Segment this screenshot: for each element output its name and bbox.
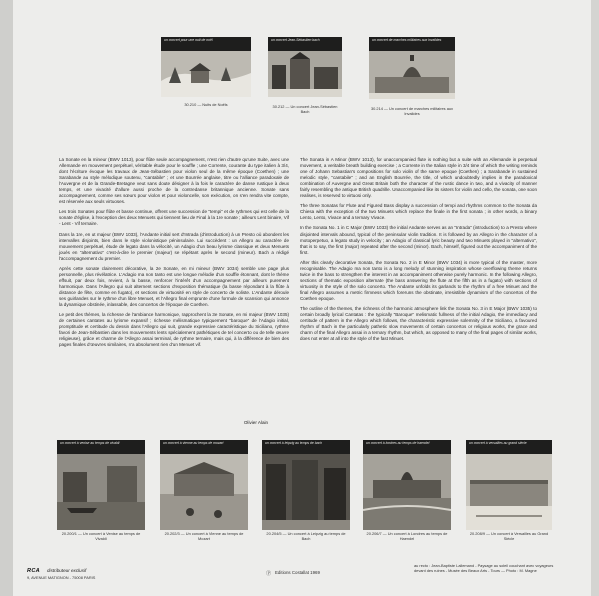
album-cover-londres [363,440,451,548]
album-cover-marches-militaires [369,37,455,129]
album-cover-bach [268,37,342,123]
album-cover-versailles [466,440,552,548]
cover-title: un concert à vienne au temps de mozart [160,440,248,454]
cover-caption: 20.204/5 — Un concert à Leipzig au temps de Bach [266,532,346,541]
english-paragraph: The Sonata in A Minor (BWV 1013), for unaccompanied flute is nothing but a suite with an Allemande in perpetual movement, a veritable breath building exercise ; a Corrente in the Italian style in 3/4 time of which the writing reminds one of Johann Sebastian's compositions for solo violin of the same epoque (Coethen) ; a Sarabande in sustained melodic style, "cantabile" ; and an English Bourrée, the title, of which undoubtedly implies in the paradoxical combination of Auvergne and Great Britain both the character of the rustic dance in two, and a vivacity of manner fairly resembling the antique British quadrille. Unaccompanied like its sisters for violin and cello, the sonata, one soon realises, is reserved to virtuosi only. [300,157,537,199]
cover-title: un concert à leipzig au temps de bach [262,440,350,454]
right-margin-strip [591,0,599,596]
cover-art [466,440,552,530]
cover-art-credit: au recto : Jean-Baptiste Lallemand - Paysage au soleil couchant avec voyageurs devant des ruines - Musée des Beaux Arts - Tours — Photo : M. Magne [414,563,554,573]
vienna-scene-image [160,454,248,530]
english-paragraph: In the Sonata No. 1 in C Major (BWV 1033) the initial Andante serves as an "Intrada" (introduction) to a Presto where disjointed intervals abound, typical of the peninsular violin tradition. It is followed by an Allegro in the character of a motoperpetuo, a legato study in velocity ; an Adagio of classical lyric beauty and two Minuets played in "alternativo", that is to say, the first (major) repeated after the second (minor). Bach, himself, figured out the accompaniment of the first. [300,225,537,255]
cover-caption: 20.202/3 — Un concert à Vienne au temps de Mozart [164,532,244,541]
cover-caption: 30.210 — Nuits de Noëls [184,103,228,107]
english-paragraph: After this clearly decorative Sonata, the Sonata No. 2 in E Minor (BWV 1034) is more typical of the master, more recognisable. The Adagio ma non tanto is a long melody of stunning inspiration whose overflowing theme returns twice in the bass to strengthen the interest in an accompaniment otherwise purely harmonic. In the following Allegro, sections of thematic exposition alternate (the bass answering the flute at the fifth as in a fugato) with sections of virtuosity in the style of the solo concerto. The Andante unfolds its garlands to the rhythm of a free Minuet and the final Allegro assumes a metric firmness which foreruns the obstinate, irresistible dynamism of the concertos of the Coethen epoque. [300,259,537,301]
french-paragraph: Après cette sonate clairement décorative, la 2e Sonate, en mi mineur (BWV 1034) semble une page plus personnelle, plus révélatrice. L'Adagio ma non tanto est une longue mélodie d'un souffle étonnant, dont le thème effsuit, par deux fois, revient, à la basse, renforcer l'intérêt d'un accompagnement par ailleurs purement harmonique. Dans l'Allegro qui suit alternent sections d'exposition thématique (la basse répondant à la flûte à distance de fête, comme en fugato), et sections de virtuosité en style de concerto de soliste. L'Andante déroule ses guirlandes sur le rythme d'un libre Menuet, et l'Allegro final emprunte d'une formule de scansion qui annonce la dynamique obstinée, inlassable, des concertos de l'époque de Coethen. [59,265,289,308]
versailles-scene-image [466,454,552,530]
cover-title: un concert pour une nuit de noël [161,37,251,51]
english-paragraph: The three Sonatas for Flute and Figured Bass display a succession of tempi and rhythms common to the Sonata da Chiesa with the exception of the two Minuets which replace the finale in the first sonata ; in other words, a binary Lento, Lento, Vivace and a ternary Vivace. [300,203,537,221]
french-paragraph: Les trois Sonates pour flûte et basse continue, offrent une succession de "tempi" et de rythmes qui est celle de la sonate d'église, à l'exception des deux Menuets qui tiennent lieu de Final à la 1re sonate ; ailleurs Lent binaire, Vif - Lent - Vif ternaire. [59,209,289,227]
city-scene-image [268,51,342,97]
cover-title: un concert à londres au temps de haendel [363,440,451,454]
album-cover-vienne [160,440,248,548]
distributor-address: 9, AVENUE MATIGNON - 75008 PARIS [27,575,96,580]
album-cover-leipzig [262,440,350,548]
cover-art [268,37,342,97]
winter-scene-image [161,51,251,97]
cover-caption: 30.212 — Un concert Jean-Sébastien Bach [272,105,338,114]
cover-art [160,440,248,530]
cover-caption: 30.214 — Un concert de marches militaires aux Invalides [371,107,453,116]
album-cover-venise [57,440,145,548]
rca-logo: RCA [27,568,41,574]
cover-art [57,440,145,530]
cover-art [369,37,455,99]
cover-art [262,440,350,530]
cover-title: un concert de marches militaires aux invalides [369,37,455,51]
leipzig-scene-image [262,454,350,530]
cover-caption: 20.200/1 — Un concert à Venise au temps de Vivaldi [61,532,141,541]
london-scene-image [363,454,451,530]
author-signature: Olivier Alain [243,420,269,425]
french-paragraph: La Sonate en la mineur (BWV 1013), pour flûte seule accompagnement, n'est rien d'autre qu'une Suite, avec une Allemande en mouvement perpétuel, véritable étude pour le souffle ; une Corrente, courante du type italien à 3/4, dont l'écriture évoque les travaux de Jean-Sébastien pour violon seul de la même époque (Coethen) ; une Sarabande au style mélodique soutenu, "cantabile" ; et une Bourrée anglaise, titre ou l'alliance paradoxale de l'Auvergne et de la Grande-Bretagne veut sans doute désigner à la fois le caractère de danse rustique à deux temps, et une vivacité d'allure aussi proche de la contredanse britannique ancienne. Sonate sans accompagnement, comme ses sœurs pour violon et pour violoncelle, son exécution, on s'en rendra vite compte, est réservée aux seuls virtuoses. [59,157,289,205]
cover-title: un concert à venise au temps de vivaldi [57,440,145,454]
venice-scene-image [57,454,145,530]
cover-title: un concert Jean-Sébastien bach [268,37,342,51]
distributor-label: distributeur exclusif [47,568,87,573]
left-margin-strip [0,0,13,596]
cover-art [363,440,451,530]
publisher-credit: Editions Costallat 1969 [275,570,320,575]
english-notes-column [300,157,537,342]
cover-caption: 20.208/9 — Un concert à Versailles au Grand Siècle [469,532,549,541]
cover-title: un concert à versailles au grand siècle [466,440,552,454]
cover-caption: 20.206/7 — Un concert à Londres au temps de Haendel [366,532,448,541]
english-paragraph: The outline of the themes, the richness of the harmonic atmosphere link the Sonata No. 3 in E Major (BWV 1035) to certain broadly lyrical Cantatas : the typically "Baroque" melismatic fullness of the initial Adagio, the immediacy and certitude of pattern in the Allegro which follows, the characteristic expressive solemnity of the Siciliano, a favoured rhythm of Bach in the particularly pathetic slow movements of certain concertos or religious works, the grace and charm of the final Allegro assai in a ternary rhythm, but which, as opposed to many of the final pages of similar works, does not enter at all into the style of the fast Minuet. [300,306,537,342]
french-paragraph: Le petit des thèmes, la richesse de l'ambiance harmonique, rapprochent la 3e Sonate, en mi majeur (BWV 1035) de certaines cantates au lyrisme expansif ; richesse mélismatique typiquement "baroque" de l'Adagio initial, promptitude et certitude du dessin dans l'Allegro qui suit, grande expressive caractéristique du Siciliano, rythme favori de Jean-Sébastien dans les mouvements lents spécialement pathétiques de tel concerto ou de telle œuvre religieuse), grâce et charme de l'Allegro assai terminal, de rythme ternaire, mais qui, à la différence de bien des pages finales d'œuvres similaires, n'a absolument rien d'un Menuet vif. [59,312,289,348]
cover-art [161,37,251,97]
french-notes-column [59,157,289,348]
phonogram-mark: Ⓟ [266,571,272,577]
invalides-scene-image [369,51,455,99]
album-cover-nuits-de-noels [161,37,251,117]
french-paragraph: Dans la 1re, en ut majeur (BWV 1033), l'Andante initial sert d'Intrada (d'introduction) à un Presto où abondent les intervalles disjoints, bien dans le style violonistique péninsulaire. Lui succèdent : un Allegro au caractère de mouvement perpétuel, étude de legato dans la vélocité, un Adagio d'un beau lyrisme classique et deux Menuets joués en "alternativo" c'est-à-dire le premier (majeur) se répétant après le second (mineur). Bach a rédigé l'accompagnement du premier. [59,231,289,261]
